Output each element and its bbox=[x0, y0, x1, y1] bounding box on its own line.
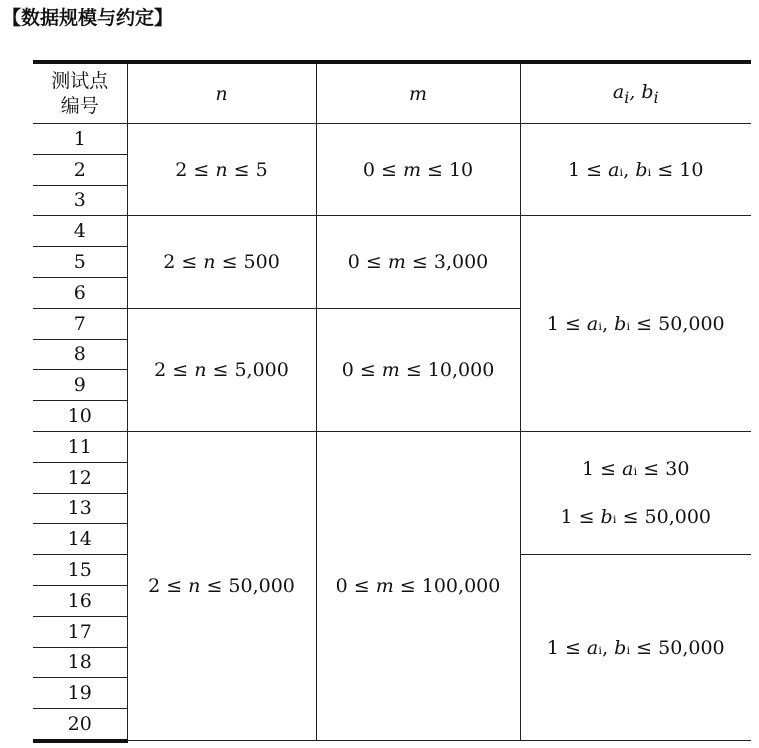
test-id-cell: 3 bbox=[33, 185, 127, 216]
test-id-cell: 12 bbox=[33, 462, 127, 493]
n-range-cell: 2 ≤ 𝑛 ≤ 50,000 bbox=[127, 431, 316, 740]
m-range-cell: 0 ≤ 𝑚 ≤ 10 bbox=[316, 124, 520, 216]
test-id-cell: 20 bbox=[33, 709, 127, 741]
test-id-cell: 8 bbox=[33, 339, 127, 370]
ab-range-cell: 1 ≤ 𝑎ᵢ, 𝑏ᵢ ≤ 50,000 bbox=[520, 555, 751, 741]
header-test-id-line2: 编号 bbox=[60, 94, 99, 117]
n-range-cell: 2 ≤ 𝑛 ≤ 500 bbox=[127, 216, 316, 308]
test-id-cell: 11 bbox=[33, 431, 127, 462]
n-range-cell: 2 ≤ 𝑛 ≤ 5 bbox=[127, 124, 316, 216]
header-row bbox=[33, 62, 751, 124]
test-id-cell: 6 bbox=[33, 277, 127, 308]
test-id-cell: 17 bbox=[33, 616, 127, 647]
a-range-text: 1 ≤ 𝑎ᵢ ≤ 30 bbox=[582, 458, 690, 481]
m-range-cell: 0 ≤ 𝑚 ≤ 3,000 bbox=[316, 216, 520, 308]
test-id-cell: 10 bbox=[33, 401, 127, 432]
test-id-cell: 9 bbox=[33, 370, 127, 401]
test-id-cell: 15 bbox=[33, 555, 127, 586]
table-row bbox=[33, 216, 751, 247]
test-id-cell: 16 bbox=[33, 585, 127, 616]
ab-range-cell: 1 ≤ 𝑎ᵢ, 𝑏ᵢ ≤ 10 bbox=[520, 124, 751, 216]
b-range-text: 1 ≤ 𝑏ᵢ ≤ 50,000 bbox=[560, 506, 712, 529]
m-range-cell: 0 ≤ 𝑚 ≤ 10,000 bbox=[316, 308, 520, 431]
ab-range-cell-split bbox=[520, 431, 751, 554]
test-id-cell: 7 bbox=[33, 308, 127, 339]
test-id-cell: 5 bbox=[33, 247, 127, 278]
constraints-table bbox=[33, 60, 751, 743]
test-id-cell: 14 bbox=[33, 524, 127, 555]
header-m: m bbox=[316, 62, 520, 124]
table-row bbox=[33, 124, 751, 155]
test-id-cell: 13 bbox=[33, 493, 127, 524]
header-test-id bbox=[33, 62, 127, 124]
header-n: n bbox=[127, 62, 316, 124]
section-title: 【数据规模与约定】 bbox=[2, 7, 174, 29]
test-id-cell: 1 bbox=[33, 124, 127, 155]
test-id-cell: 19 bbox=[33, 678, 127, 709]
header-test-id-line1: 测试点 bbox=[51, 69, 109, 92]
test-id-cell: 2 bbox=[33, 154, 127, 185]
test-id-cell: 4 bbox=[33, 216, 127, 247]
n-range-cell: 2 ≤ 𝑛 ≤ 5,000 bbox=[127, 308, 316, 431]
test-id-cell: 18 bbox=[33, 647, 127, 678]
header-ab: $a_i$, $b_i$ bbox=[520, 62, 751, 124]
table-row bbox=[33, 431, 751, 462]
m-range-cell: 0 ≤ 𝑚 ≤ 100,000 bbox=[316, 431, 520, 740]
ab-range-cell: 1 ≤ 𝑎ᵢ, 𝑏ᵢ ≤ 50,000 bbox=[520, 216, 751, 432]
